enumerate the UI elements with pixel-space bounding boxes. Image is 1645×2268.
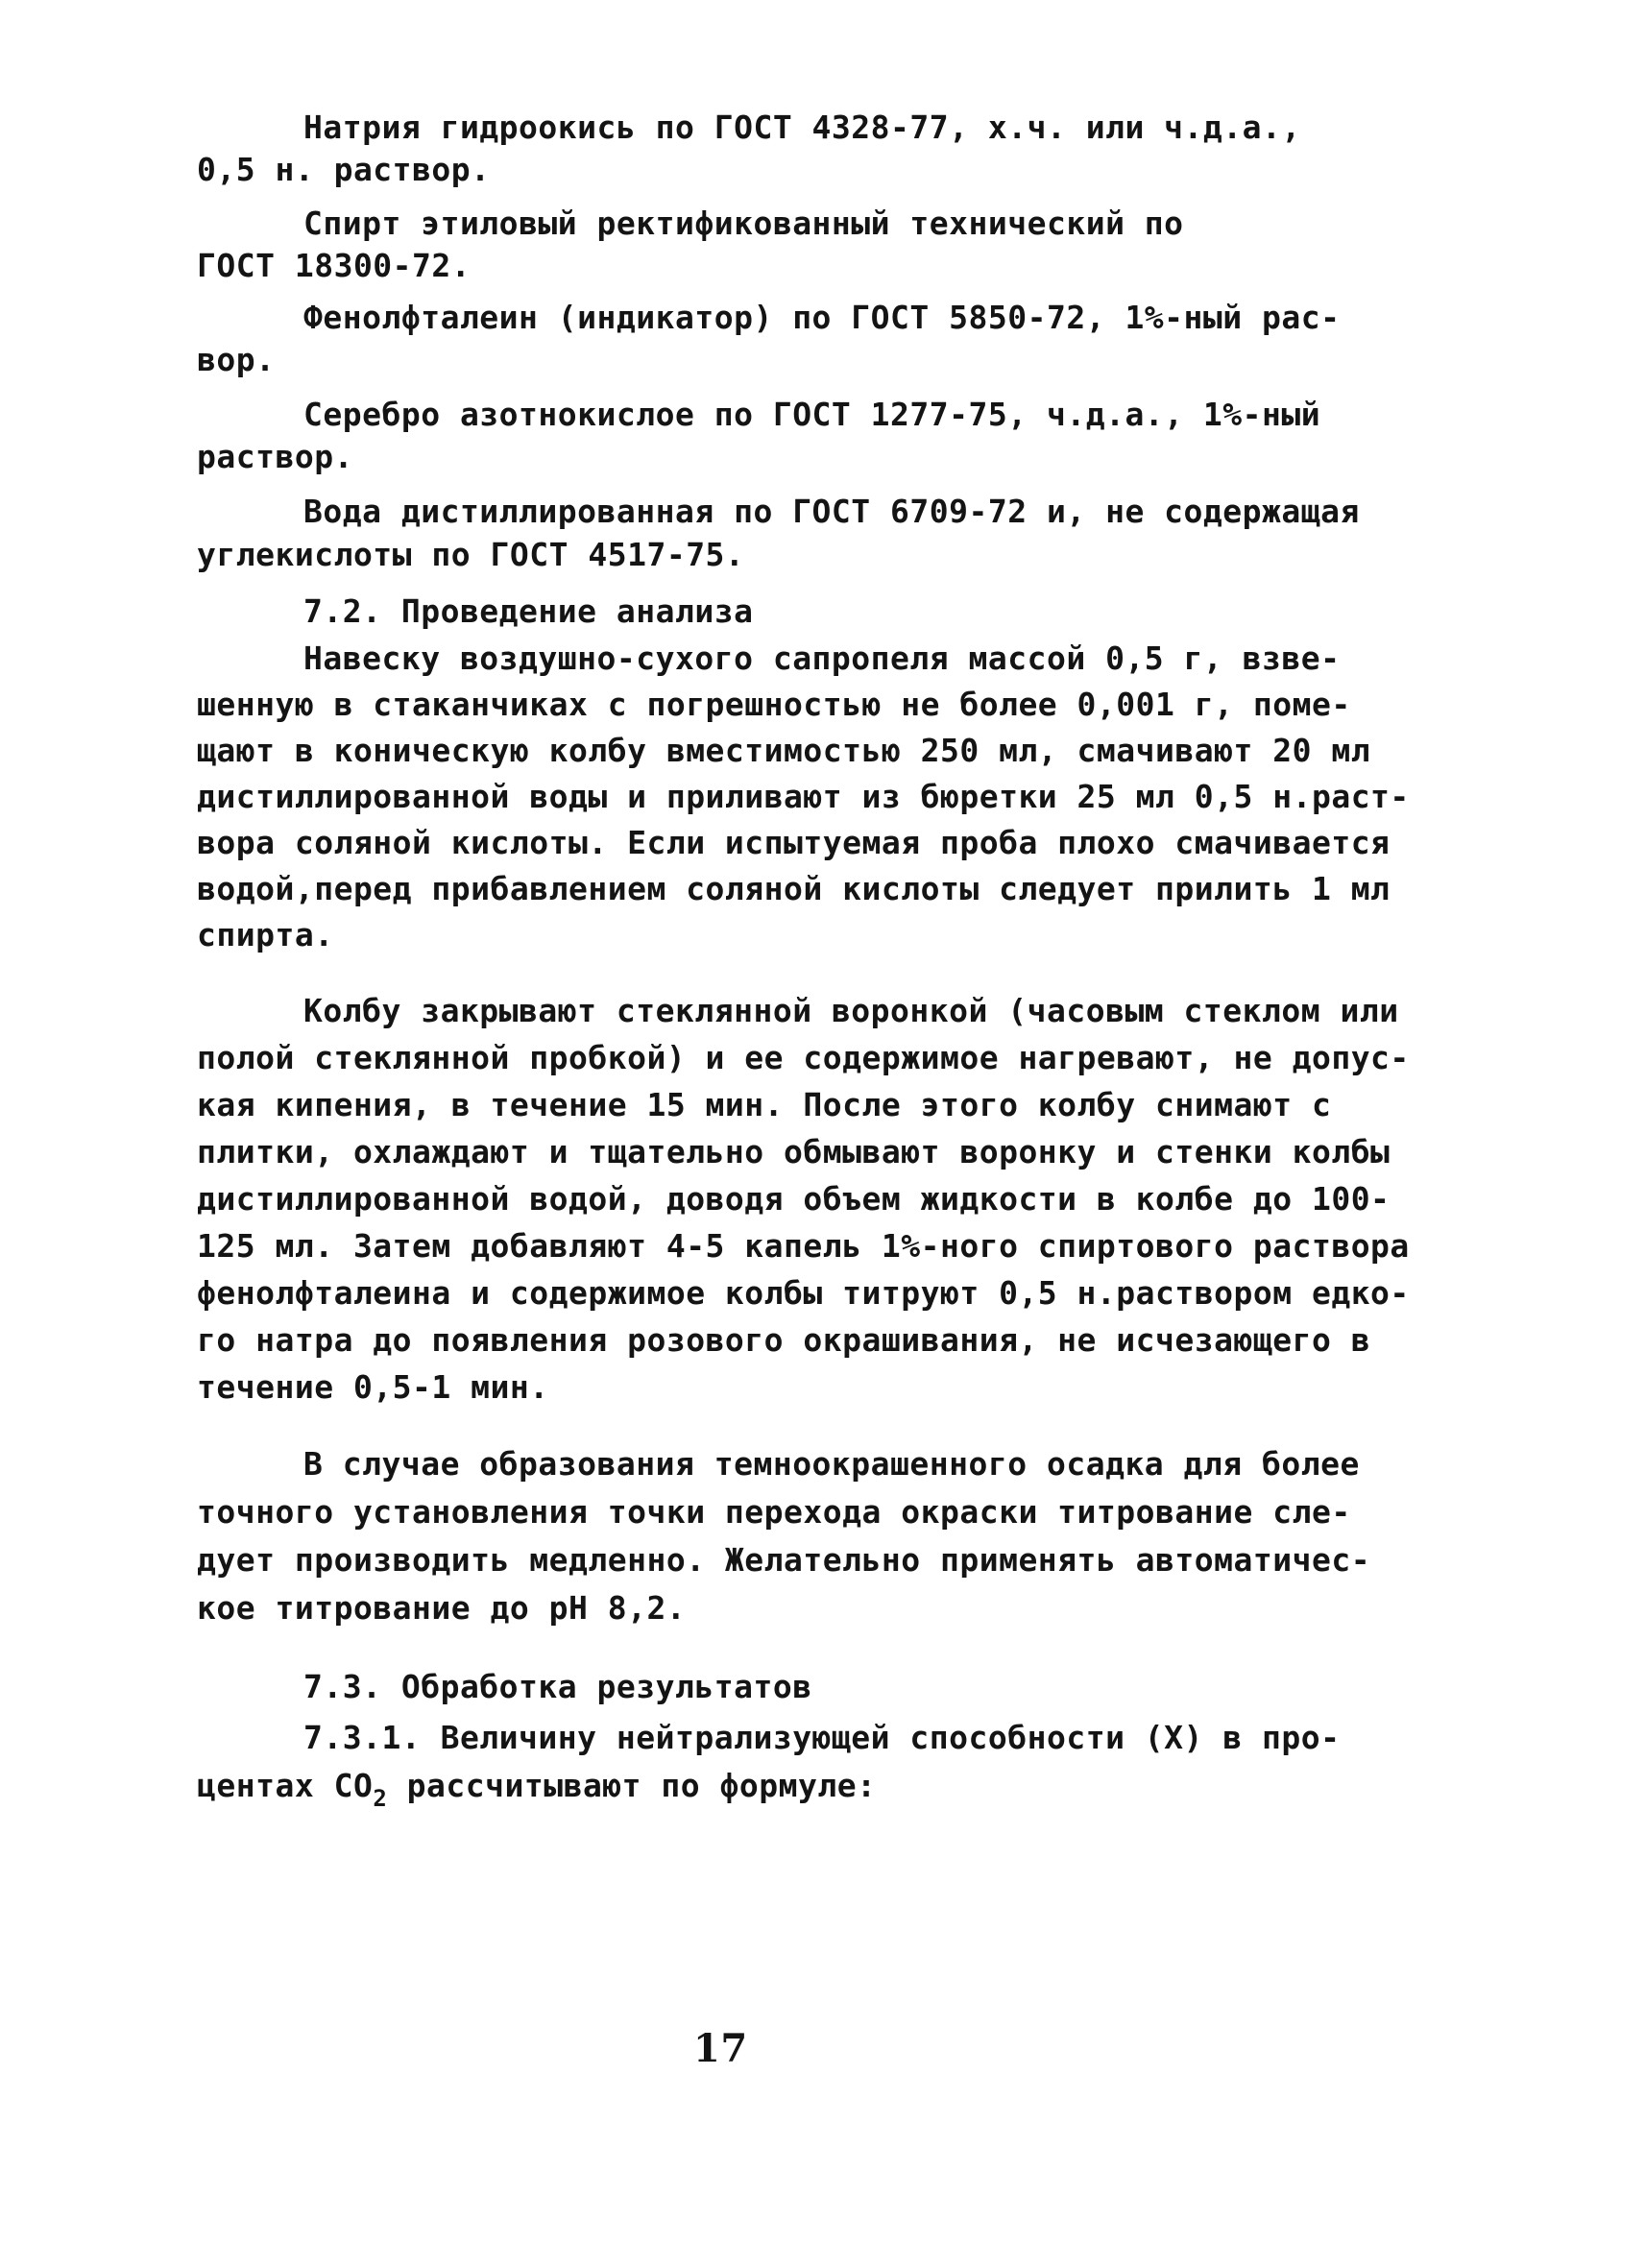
- paragraph-line: В случае образования темноокрашенного осадка для более: [303, 1445, 1360, 1483]
- co2-subscript: 2: [373, 1785, 388, 1812]
- page-number: 17: [693, 2026, 748, 2071]
- paragraph-line: вора соляной кислоты. Если испытуемая проба плохо смачивается: [197, 824, 1391, 861]
- item-7-3-1-line2: [197, 1767, 877, 1812]
- section-heading-7-2: 7.2. Проведение анализа: [303, 592, 754, 630]
- paragraph-line: Колбу закрывают стеклянной воронкой (часовым стеклом или: [303, 992, 1399, 1029]
- reagent-naoh-line1: Натрия гидроокись по ГОСТ 4328-77, х.ч. или ч.д.а.,: [303, 109, 1301, 146]
- paragraph-line: водой,перед прибавлением соляной кислоты следует прилить 1 мл: [197, 870, 1391, 907]
- paragraph-line: 125 мл. Затем добавляют 4-5 капель 1%-ного спиртового раствора: [197, 1227, 1410, 1265]
- reagent-phenolphthalein-line2: вор.: [197, 341, 276, 378]
- reagent-water-line1: Вода дистиллированная по ГОСТ 6709-72 и, не содержащая: [303, 493, 1360, 530]
- paragraph-line: плитки, охлаждают и тщательно обмывают воронку и стенки колбы: [197, 1133, 1391, 1170]
- reagent-ethanol-line2: ГОСТ 18300-72.: [197, 247, 472, 284]
- formula-intro-prefix: центах CO: [197, 1767, 374, 1804]
- paragraph-line: дистиллированной водой, доводя объем жидкости в колбе до 100-: [197, 1180, 1391, 1218]
- paragraph-line: дистиллированной воды и приливают из бюретки 25 мл 0,5 н.раст-: [197, 778, 1410, 815]
- paragraph-line: фенолфталеина и содержимое колбы титруют 0,5 н.раствором едко-: [197, 1274, 1410, 1312]
- reagent-silver-nitrate-line1: Серебро азотнокислое по ГОСТ 1277-75, ч.д.а., 1%-ный: [303, 396, 1321, 433]
- paragraph-line: полой стеклянной пробкой) и ее содержимое нагревают, не допус-: [197, 1039, 1410, 1076]
- paragraph-line: щают в коническую колбу вместимостью 250 мл, смачивают 20 мл: [197, 732, 1371, 769]
- paragraph-line: го натра до появления розового окрашивания, не исчезающего в: [197, 1321, 1371, 1359]
- paragraph-line: шенную в стаканчиках с погрешностью не более 0,001 г, поме-: [197, 686, 1351, 723]
- paragraph-line: дует производить медленно. Желательно применять автоматичес-: [197, 1541, 1371, 1579]
- formula-intro-suffix: рассчитывают по формуле:: [387, 1767, 877, 1804]
- item-7-3-1-line1: 7.3.1. Величину нейтрализующей способности (X) в про-: [303, 1719, 1341, 1756]
- paragraph-line: спирта.: [197, 916, 334, 953]
- paragraph-line: Навеску воздушно-сухого сапропеля массой 0,5 г, взве-: [303, 639, 1341, 677]
- section-heading-7-3: 7.3. Обработка результатов: [303, 1668, 812, 1705]
- paragraph-line: кое титрование до pH 8,2.: [197, 1589, 687, 1627]
- reagent-ethanol-line1: Спирт этиловый ректификованный технический по: [303, 205, 1184, 242]
- reagent-phenolphthalein-line1: Фенолфталеин (индикатор) по ГОСТ 5850-72, 1%-ный рас-: [303, 299, 1341, 336]
- paragraph-line: точного установления точки перехода окраски титрование сле-: [197, 1493, 1351, 1531]
- paragraph-line: кая кипения, в течение 15 мин. После этого колбу снимают с: [197, 1086, 1332, 1123]
- reagent-naoh-line2: 0,5 н. раствор.: [197, 151, 491, 188]
- reagent-silver-nitrate-line2: раствор.: [197, 438, 353, 475]
- paragraph-line: течение 0,5-1 мин.: [197, 1368, 549, 1406]
- reagent-water-line2: углекислоты по ГОСТ 4517-75.: [197, 536, 745, 573]
